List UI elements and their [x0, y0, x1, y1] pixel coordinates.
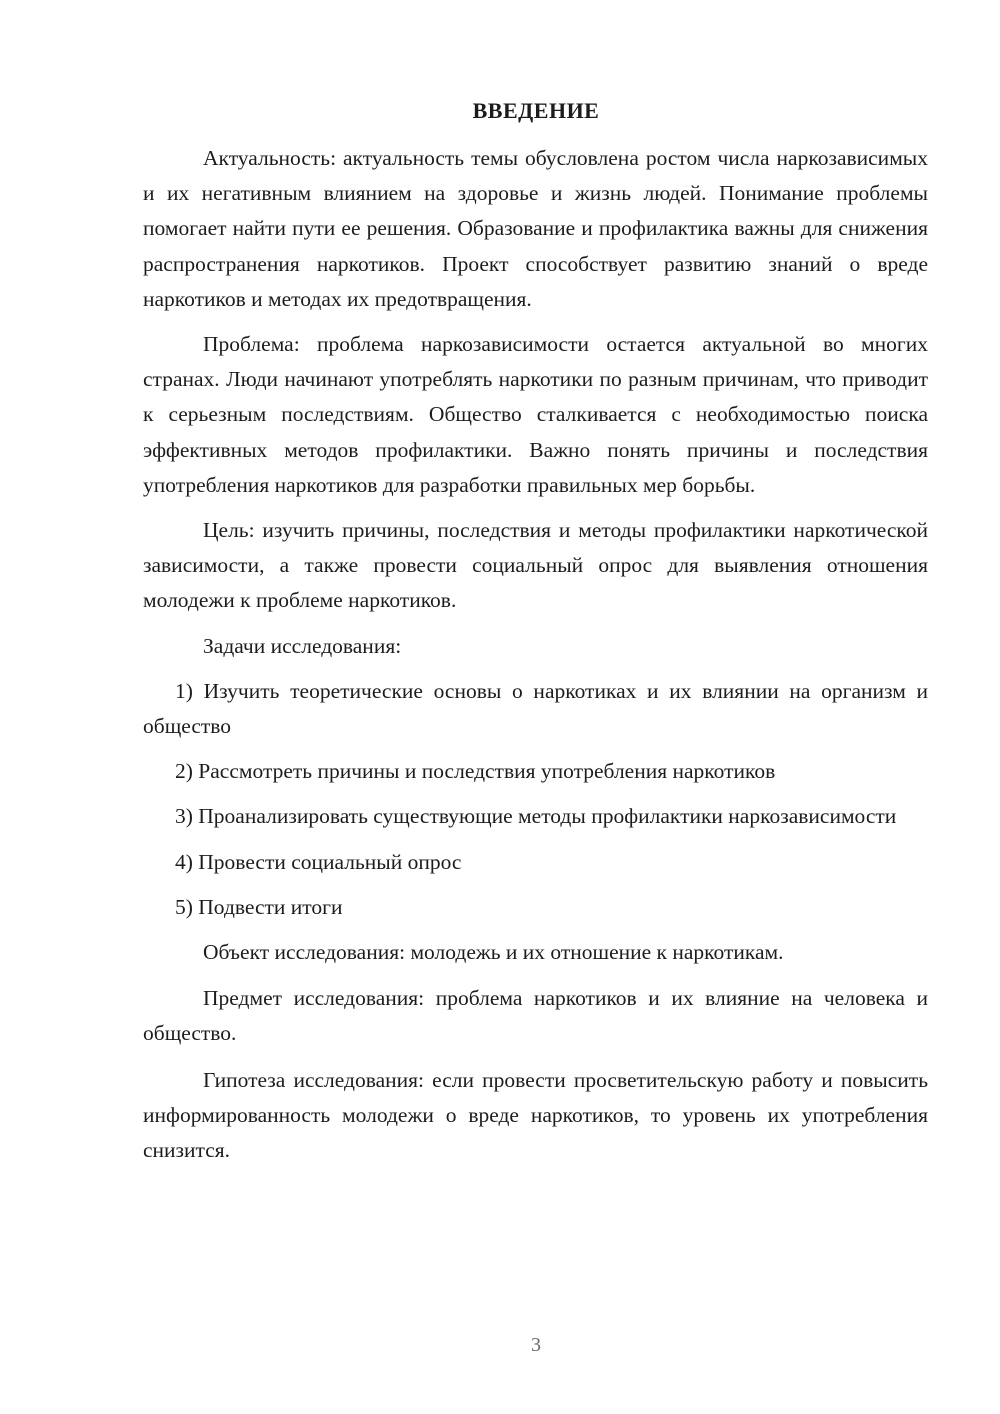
tasks-title: Задачи исследования: — [203, 633, 402, 658]
paragraph-problem: Проблема: проблема наркозависимости остается актуальной во многих странах. Люди начинают употреблять наркотики по разным причинам, что приводит к серьезным последствиям. Общество сталкивается с необходимостью поиска эффективных методов профилактики. Важно понять причины и последствия употребления наркотиков для разработки правильных мер борьбы. — [143, 332, 928, 497]
paragraph-goal: Цель: изучить причины, последствия и методы профилактики наркотической зависимости, а также провести социальный опрос для выявления отношения молодежи к проблеме наркотиков. — [143, 518, 928, 613]
task-item-4: 4) Провести социальный опрос — [175, 849, 462, 874]
page-number: 3 — [531, 1334, 541, 1356]
paragraph-object: Объект исследования: молодежь и их отношение к наркотикам. — [203, 940, 784, 965]
paragraph-hypothesis: Гипотеза исследования: если провести просветительскую работу и повысить информированность молодежи о вреде наркотиков, то уровень их употребления снизится. — [143, 1067, 928, 1163]
section-heading: ВВЕДЕНИЕ — [472, 98, 600, 123]
task-item-5: 5) Подвести итоги — [175, 894, 343, 919]
task-item-1: 1) Изучить теоретические основы о наркотиках и их влиянии на организм и общество — [143, 678, 928, 739]
task-item-3: 3) Проанализировать существующие методы профилактики наркозависимости — [175, 804, 897, 829]
paragraph-subject: Предмет исследования: проблема наркотиков и их влияние на человека и общество. — [143, 986, 928, 1046]
task-item-2: 2) Рассмотреть причины и последствия употребления наркотиков — [175, 759, 776, 784]
paragraph-relevance: Актуальность: актуальность темы обусловлена ростом числа наркозависимых и их негативным влиянием на здоровье и жизнь людей. Понимание проблемы помогает найти пути ее решения. Образование и профилактика важны для снижения распространения наркотиков. Проект способствует развитию знаний о вреде наркотиков и методах их предотвращения. — [143, 146, 928, 311]
document-body — [143, 141, 928, 1168]
